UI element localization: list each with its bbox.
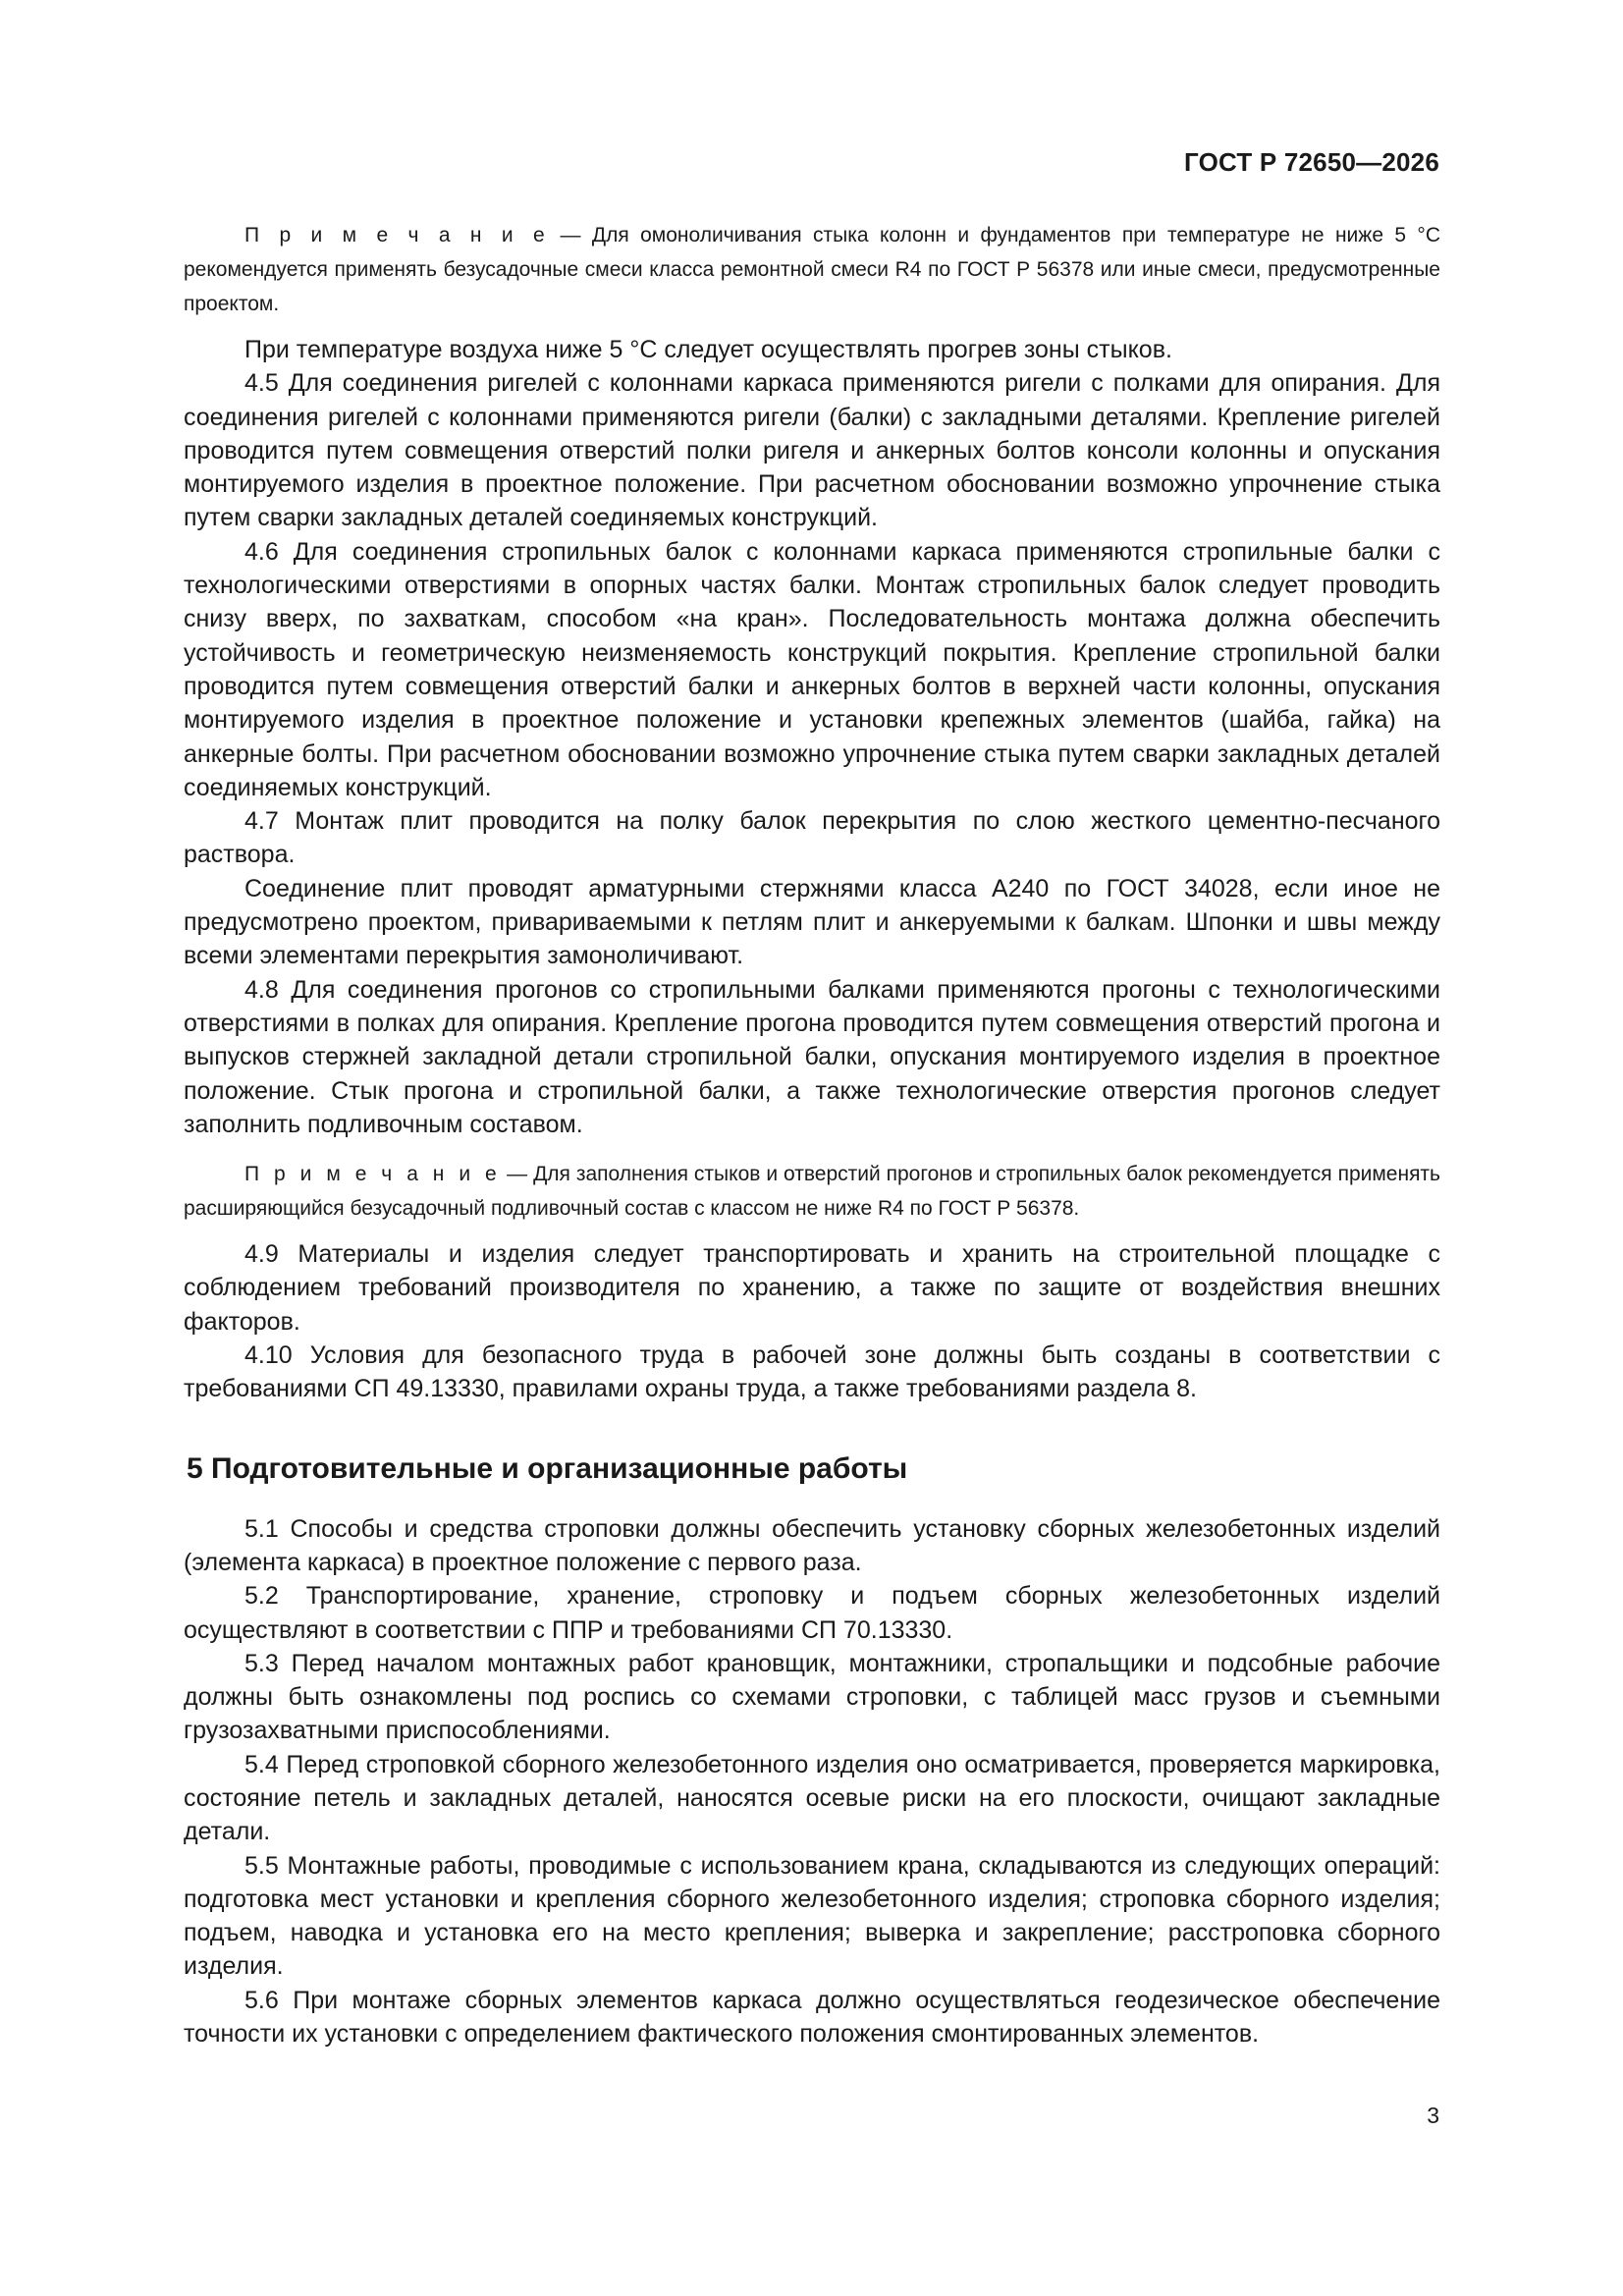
note-label: П р и м е ч а н и е [244,1163,502,1186]
clause-4-10: 4.10 Условия для безопасного труда в рабочей зоне должны быть созданы в соответствии с требованиями СП 49.13330, правилами охраны труда, а также требованиями раздела 8. [184,1341,1440,1403]
body-paragraph: Соединение плит проводят арматурными стержнями класса А240 по ГОСТ 34028, если иное не предусмотрено проектом, привариваемыми к петлям плит и анкеруемыми к балкам. Шпонки и швы между всеми элементами перекрытия замоноличивают. [184,874,1440,970]
clause-4-6: 4.6 Для соединения стропильных балок с колоннами каркаса применяются стропильные балки с технологическими отверстиями в опорных частях балки. Монтаж стропильных балок следует проводить снизу вверх, по захваткам, способом «на кран». Последовательность монтажа должна обеспечить устойчивость и геометрическую неизменяемость конструкций покрытия. Крепление стропильной балки проводится путем совмещения отверстий балки и анкерных болтов в верхней части колонны, опускания монтируемого изделия в проектное положение и установки крепежных элементов (шайба, гайка) на анкерные болты. При расчетном обосновании возможно упрочнение стыка путем сварки закладных деталей соединяемых конструкций. [184,537,1440,801]
clause-5-3: 5.3 Перед началом монтажных работ крановщик, монтажники, стропальщики и подсобные рабочие должны быть ознакомлены под роспись со схемами строповки, с таблицей масс грузов и съемными грузозахватными приспособлениями. [184,1649,1440,1745]
clause-5-1: 5.1 Способы и средства строповки должны обеспечить установку сборных железобетонных изделий (элемента каркаса) в проектное положение с первого раза. [184,1514,1440,1576]
section-heading: 5 Подготовительные и организационные работы [187,1451,908,1485]
note-paragraph [184,218,1440,321]
document-code: ГОСТ Р 72650—2026 [1184,147,1439,177]
clause-5-5: 5.5 Монтажные работы, проводимые с использованием крана, складываются из следующих операций: подготовка мест установки и крепления сборного железобетонного изделия; строповка сборного изделия; подъем, наводка и установка его на место крепления; выверка и закрепление; расстроповка сборного изделия. [184,1851,1440,1981]
clause-5-4: 5.4 Перед строповкой сборного железобетонного изделия оно осматривается, проверяется маркировка, состояние петель и закладных деталей, наносятся осевые риски на его плоскости, очищают закладные детали. [184,1750,1440,1846]
clause-4-7: 4.7 Монтаж плит проводится на полку балок перекрытия по слою жесткого цементно-песчаного раствора. [184,807,1440,869]
clause-5-2: 5.2 Транспортирование, хранение, строповку и подъем сборных железобетонных изделий осуществляют в соответствии с ППР и требованиями СП 70.13330. [184,1582,1440,1644]
note-label: П р и м е ч а н и е [244,224,550,246]
page-content [184,218,1440,2050]
clause-5-6: 5.6 При монтаже сборных элементов каркаса должно осуществляться геодезическое обеспечение точности их установки с определением фактического положения смонтированных элементов. [184,1986,1440,2049]
body-paragraph: При температуре воздуха ниже 5 °С следует осуществлять прогрев зоны стыков. [244,336,1172,363]
note-text: — Для заполнения стыков и отверстий прогонов и стропильных балок рекомендуется применять расширяющийся безусадочный подливочный состав с классом не ниже R4 по ГОСТ Р 56378. [184,1163,1440,1221]
page-number: 3 [1427,2103,1439,2128]
clause-4-5: 4.5 Для соединения ригелей с колоннами каркаса применяются ригели с полками для опирания. Для соединения ригелей с колоннами применяются ригели (балки) с закладными деталями. Крепление ригелей проводится путем совмещения отверстий полки ригеля и анкерных болтов консоли колонны и опускания монтируемого изделия в проектное положение. При расчетном обосновании возможно упрочнение стыка путем сварки закладных деталей соединяемых конструкций. [184,369,1440,532]
note-paragraph [184,1157,1440,1226]
clause-4-9: 4.9 Материалы и изделия следует транспортировать и хранить на строительной площадке с соблюдением требований производителя по хранению, а также по защите от воздействия внешних факторов. [184,1240,1440,1336]
clause-4-8: 4.8 Для соединения прогонов со стропильными балками применяются прогоны с технологическими отверстиями в полках для опирания. Крепление прогона проводится путем совмещения отверстий прогона и выпусков стержней закладной детали стропильной балки, опускания монтируемого изделия в проектное положение. Стык прогона и стропильной балки, а также технологические отверстия прогонов следует заполнить подливочным составом. [184,975,1440,1138]
note-text: — Для омоноличивания стыка колонн и фундаментов при температуре не ниже 5 °С рекомендуется применять безусадочные смеси класса ремонтной смеси R4 по ГОСТ Р 56378 или иные смеси, предусмотренные проектом. [184,224,1440,315]
